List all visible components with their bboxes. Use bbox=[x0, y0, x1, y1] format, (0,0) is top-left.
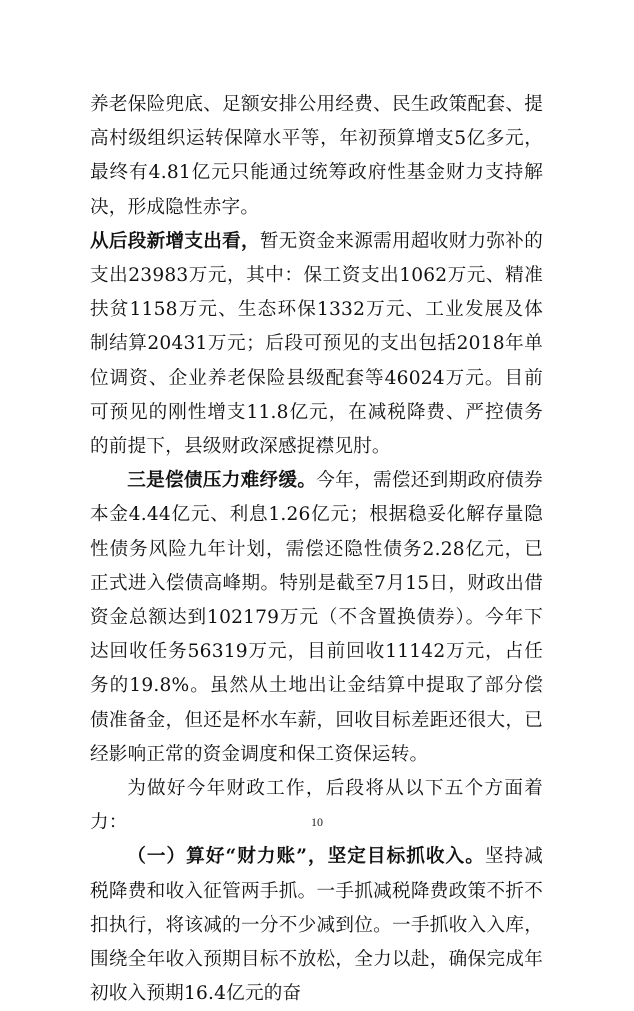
paragraph-lead-heading: 从后段新增支出看， bbox=[90, 230, 260, 252]
paragraph-new-expenditure bbox=[90, 225, 543, 464]
paragraph-lead-heading: 三是偿债压力难纾缓。 bbox=[127, 470, 317, 492]
paragraph-continuation bbox=[90, 88, 543, 225]
document-body bbox=[90, 88, 543, 1011]
paragraph-text: 今年，需偿还到期政府债券本金4.44亿元、利息1.26亿元；根据稳妥化解存量隐性债务风险九年计划，需偿还隐性债务2.28亿元，已正式进入偿债高峰期。特别是截至7月15日，财政出借资金总额达到102179万元（不含置换债券）。今年下达回收任务56319万元，目前回收11142万元，占任务的19.8%。虽然从土地出让金结算中提取了部分偿债准备金，但还是杯水车薪，回收目标差距还很大，已经影响正常的资金调度和保工资保运转。 bbox=[90, 470, 543, 765]
section-heading: （一）算好“财力账”，坚定目标抓收入。 bbox=[127, 846, 485, 868]
paragraph-text: 为做好今年财政工作，后段将从以下五个方面着力： bbox=[90, 778, 543, 834]
paragraph-plan-intro bbox=[90, 772, 543, 840]
paragraph-text: 养老保险兜底、足额安排公用经费、民生政策配套、提高村级组织运转保障水平等，年初预算增支5亿多元，最终有4.81亿元只能通过统筹政府性基金财力支持解决，形成隐性赤字。 bbox=[90, 94, 543, 218]
paragraph-debt-pressure bbox=[90, 464, 543, 772]
paragraph-text: 坚持减税降费和收入征管两手抓。一手抓减税降费政策不折不扣执行，将该减的一分不少减到位。一手抓收入入库，围绕全年收入预期目标不放松，全力以赴，确保完成年初收入预期16.4亿元的奋 bbox=[90, 846, 543, 1005]
paragraph-section-one bbox=[90, 840, 543, 1011]
page-number: 10 bbox=[311, 815, 323, 829]
paragraph-text: 暂无资金来源需用超收财力弥补的支出23983万元，其中：保工资支出1062万元、精准扶贫1158万元、生态环保1332万元、工业发展及体制结算20431万元；后段可预见的支出包括2018年单位调资、企业养老保险县级配套等46024万元。目前可预见的刚性增支11.8亿元，在减税降费、严控债务的前提下，县级财政深感捉襟见肘。 bbox=[90, 230, 543, 458]
